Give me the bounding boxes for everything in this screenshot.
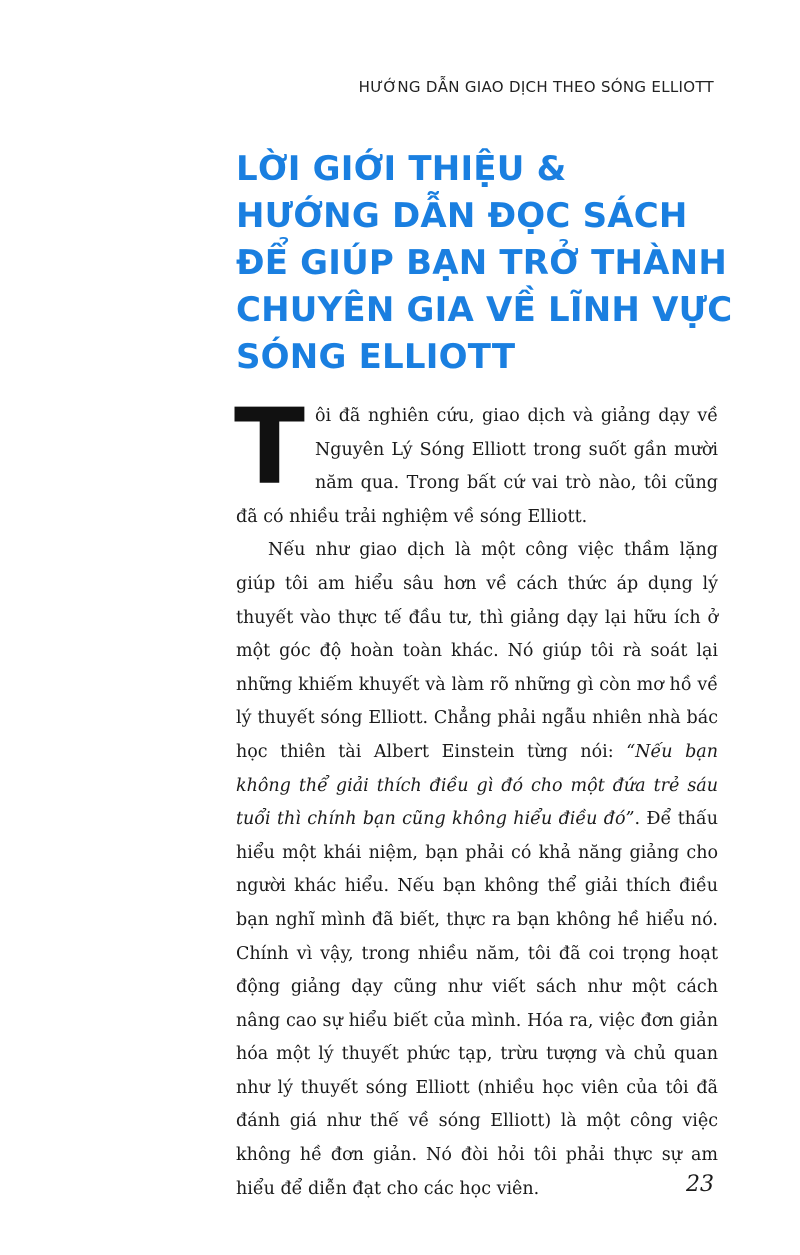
chapter-title-line-5: SÓNG ELLIOTT: [236, 337, 516, 377]
drop-cap: T: [234, 386, 305, 508]
chapter-title: [236, 146, 732, 381]
paragraph-2: [236, 534, 718, 1206]
chapter-title-line-3: ĐỂ GIÚP BẠN TRỞ THÀNH: [236, 243, 727, 283]
chapter-title-line-1: LỜI GIỚI THIỆU &: [236, 149, 567, 189]
paragraph-2-text-start: Nếu như giao dịch là một công việc thầm lặng giúp tôi am hiểu sâu hơn về cách thức áp dụng lý thuyết vào thực tế đầu tư, thì giảng dạy lại hữu ích ở một góc độ hoàn toàn khác. Nó giúp tôi rà soát lại những khiếm khuyết và làm rõ những gì còn mơ hồ về lý thuyết sóng Elliott. Chẳng phải ngẫu nhiên nhà bác học thiên tài Albert Einstein từng nói:: [236, 540, 718, 762]
running-header: HƯỚNG DẪN GIAO DỊCH THEO SÓNG ELLIOTT: [358, 78, 714, 96]
chapter-title-line-4: CHUYÊN GIA VỀ LĨNH VỰC: [236, 290, 733, 330]
einstein-quote: “Nếu bạn không thể giải thích điều gì đó cho một đứa trẻ sáu tuổi thì chính bạn cũng không hiểu điều đó”: [236, 741, 718, 830]
paragraph-1: [234, 386, 718, 534]
chapter-title-line-2: HƯỚNG DẪN ĐỌC SÁCH: [236, 196, 688, 236]
page-number: 23: [686, 1172, 714, 1197]
body-text: [234, 386, 718, 1206]
paragraph-1-text: ôi đã nghiên cứu, giao dịch và giảng dạy về Nguyên Lý Sóng Elliott trong suốt gần mười năm qua. Trong bất cứ vai trò nào, tôi cũng đã có nhiều trải nghiệm về sóng Elliott.: [236, 406, 718, 527]
paragraph-2-text-end: . Để thấu hiểu một khái niệm, bạn phải có khả năng giảng cho người khác hiểu. Nếu bạn không thể giải thích điều bạn nghĩ mình đã biết, thực ra bạn không hề hiểu nó. Chính vì vậy, trong nhiều năm, tôi đã coi trọng hoạt động giảng dạy cũng như viết sách như một cách nâng cao sự hiểu biết của mình. Hóa ra, việc đơn giản hóa một lý thuyết phức tạp, trừu tượng và chủ quan như lý thuyết sóng Elliott (nhiều học viên của tôi đã đánh giá như thế về sóng Elliott) là một công việc không hề đơn giản. Nó đòi hỏi tôi phải thực sự am hiểu để diễn đạt cho các học viên.: [236, 809, 718, 1199]
